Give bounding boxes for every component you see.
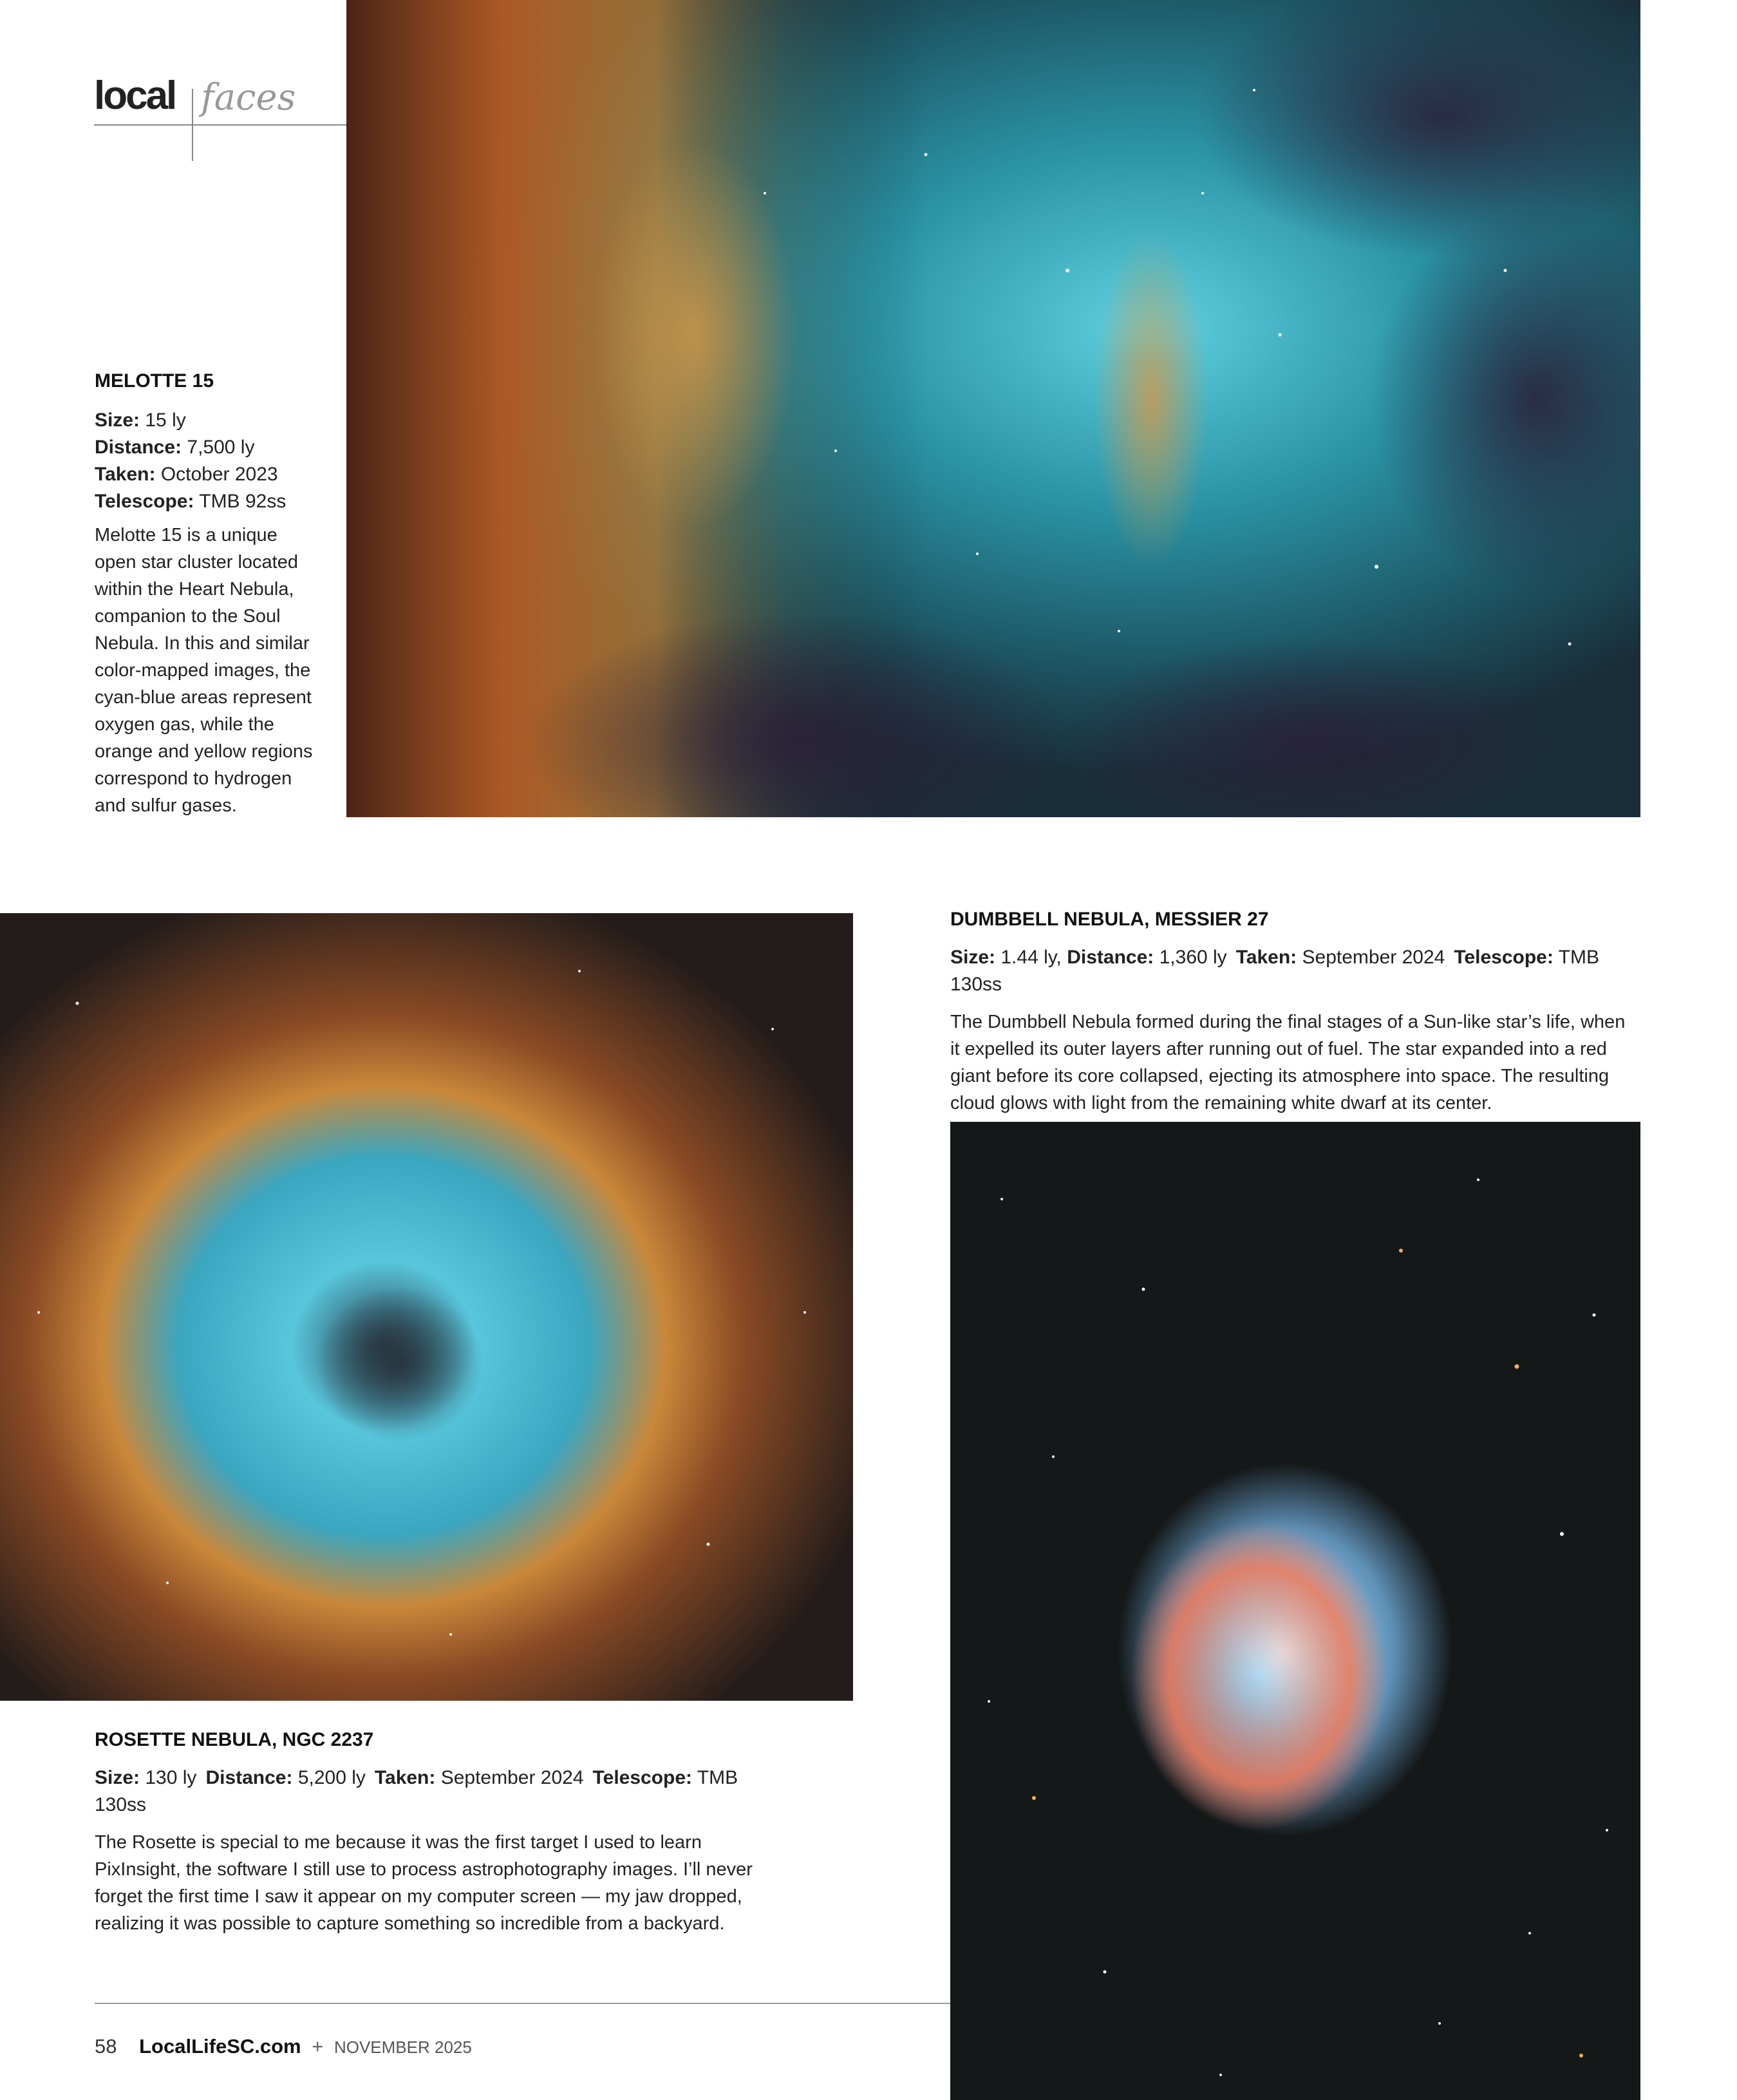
melotte-body-line: cyan-blue areas represent [95, 687, 312, 708]
melotte-size-value: 15 ly [145, 410, 186, 431]
melotte-body [95, 522, 326, 819]
dumbbell-size-label: Size: [950, 947, 996, 968]
melotte-body-line: correspond to hydrogen [95, 768, 292, 789]
rosette-taken-label: Taken: [374, 1767, 436, 1788]
dumbbell-telescope-value: TMB 130ss [950, 947, 1599, 995]
melotte-taken-value: October 2023 [160, 464, 278, 485]
melotte-body-line: within the Heart Nebula, [95, 579, 294, 600]
melotte-telescope-value: TMB 92ss [199, 491, 286, 512]
melotte-body-line: oxygen gas, while the [95, 714, 274, 735]
rosette-size-value: 130 ly [145, 1767, 197, 1788]
rosette-body-line: forget the first time I saw it appear on my computer screen — my jaw dropped, [95, 1886, 742, 1907]
rosette-distance-label: Distance: [205, 1767, 293, 1788]
dumbbell-telescope-label: Telescope: [1454, 947, 1554, 968]
melotte-taken [95, 461, 326, 488]
melotte-distance [95, 434, 326, 461]
melotte-body-line: Nebula. In this and similar [95, 633, 310, 654]
melotte-title: MELOTTE 15 [95, 370, 214, 392]
page-number: 58 [95, 2035, 117, 2057]
dumbbell-body [950, 1008, 1646, 1117]
rosette-body-line: realizing it was possible to capture something so incredible from a backyard. [95, 1913, 725, 1934]
footer-issue-date: NOVEMBER 2025 [333, 2038, 472, 2057]
rosette-title: ROSETTE NEBULA, NGC 2237 [95, 1729, 374, 1750]
melotte-caption [95, 370, 326, 819]
rosette-taken-value: September 2024 [440, 1767, 584, 1788]
melotte-body-line: orange and yellow regions [95, 741, 313, 762]
footer-rule [95, 2003, 950, 2004]
footer-site-link[interactable]: LocalLifeSC.com [139, 2035, 301, 2057]
dumbbell-size-value: 1.44 ly, [1000, 947, 1062, 968]
rosette-telescope-value: TMB 130ss [95, 1767, 738, 1815]
melotte-body-line: and sulfur gases. [95, 795, 237, 816]
rosette-caption [95, 1728, 790, 1937]
rosette-body-line: The Rosette is special to me because it was the first target I used to learn [95, 1832, 702, 1853]
melotte-body-line: companion to the Soul [95, 606, 281, 627]
melotte-size-label: Size: [95, 410, 140, 431]
rosette-meta [95, 1764, 790, 1819]
brand-faces-section: faces [201, 77, 296, 118]
melotte-distance-value: 7,500 ly [187, 437, 255, 458]
page-footer [95, 2035, 472, 2058]
dumbbell-taken-label: Taken: [1235, 947, 1297, 968]
melotte-telescope-label: Telescope: [95, 491, 194, 512]
rosette-body-line: PixInsight, the software I still use to process astrophotography images. I’ll never [95, 1859, 753, 1880]
melotte-telescope [95, 488, 326, 515]
dumbbell-body-line: The Dumbbell Nebula formed during the final stages of a Sun-like star’s life, when [950, 1012, 1626, 1032]
dumbbell-meta [950, 944, 1646, 998]
melotte-distance-label: Distance: [95, 437, 182, 458]
melotte-taken-label: Taken: [95, 464, 156, 485]
dumbbell-body-line: it expelled its outer layers after running out of fuel. The star expanded into a red [950, 1039, 1607, 1059]
footer-separator: + [312, 2035, 324, 2057]
brand-divider-horizontal [94, 124, 346, 126]
melotte-body-line: open star cluster located [95, 552, 298, 572]
rosette-size-label: Size: [95, 1767, 140, 1788]
dumbbell-taken-value: September 2024 [1302, 947, 1445, 968]
rosette-body [95, 1829, 790, 1937]
dumbbell-title: DUMBBELL NEBULA, MESSIER 27 [950, 909, 1269, 930]
melotte-15-photo [346, 0, 1640, 817]
rosette-distance-value: 5,200 ly [297, 1767, 366, 1788]
dumbbell-caption [950, 908, 1646, 1117]
melotte-body-line: Melotte 15 is a unique [95, 525, 277, 545]
melotte-size [95, 407, 326, 434]
dumbbell-nebula-photo [950, 1122, 1640, 2100]
melotte-body-line: color-mapped images, the [95, 660, 311, 681]
rosette-telescope-label: Telescope: [592, 1767, 693, 1788]
dumbbell-distance-label: Distance: [1067, 947, 1154, 968]
dumbbell-body-line: giant before its core collapsed, ejecting its atmosphere into space. The resulting [950, 1066, 1610, 1086]
rosette-nebula-photo [0, 913, 853, 1701]
dumbbell-body-line: cloud glows with light from the remaining white dwarf at its center. [950, 1093, 1492, 1113]
brand-local-logo: local [94, 73, 176, 118]
dumbbell-distance-value: 1,360 ly [1159, 947, 1227, 968]
